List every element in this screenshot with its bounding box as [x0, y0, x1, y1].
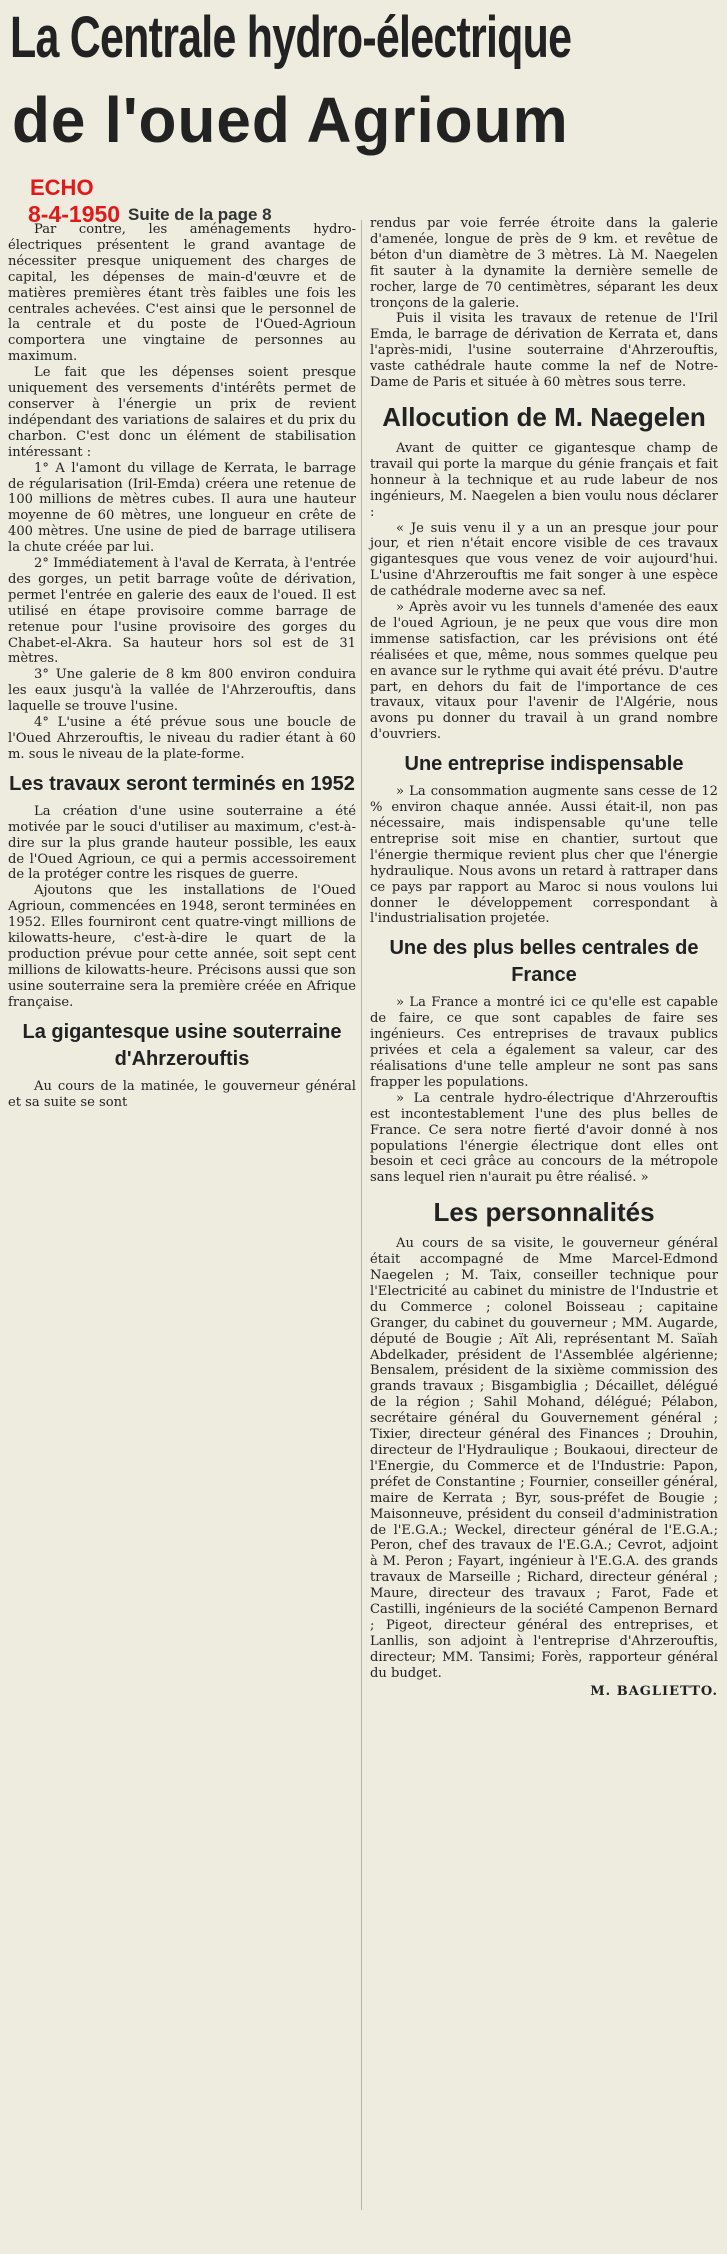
paragraph: » La France a montré ici ce qu'elle est capable de faire, ce que sont capables de faire ses ingénieurs. Ces entreprises de travaux publics privées et cela a également sa valeur, car des réalisations d'une telle ampleur ne sont pas sans frapper les populations.	[370, 995, 718, 1090]
paragraph: » La consommation augmente sans cesse de 12 % environ chaque année. Aussi était-il, non pas nécessaire, mais indispensable qu'une telle entreprise soit mise en chantier, surtout que l'énergie thermique revient plus cher que l'énergie hydraulique. Nous avons un retard à rattraper dans ce pays par rapport au Maroc si nous voulons lui donner le développement correspondant à l'industrialisation projetée.	[370, 784, 718, 927]
left-column	[8, 222, 356, 1110]
subheading-usine: La gigantesque usine souterraine d'Ahrzerouftis	[22, 1020, 342, 1070]
headline-line-2: de l'oued Agrioum	[12, 84, 569, 156]
paragraph: Par contre, les aménagements hydro-électriques présentent le grand avantage de nécessiter presque uniquement des charges de capital, les dépenses de main-d'œuvre et de matières premières étant très faibles une fois les centrales achevées. C'est ainsi que le personnel de la centrale et du poste de l'Oued-Agrioun comportera une vingtaine de personnes au maximum.	[8, 222, 356, 365]
paragraph: Au cours de sa visite, le gouverneur général était accompagné de Mme Marcel-Edmond Naegelen ; M. Taix, conseiller technique pour l'Electricité au cabinet du ministre de l'Industrie et du Commerce ; colonel Boisseau ; capitaine Granger, du cabinet du gouverneur ; MM. Augarde, député de Bougie ; Aït Ali, représentant M. Saïah Abdelkader, président de l'Assemblée algérienne; Bensalem, président de la sixième commission des grands travaux ; Bisgambiglia ; Décaillet, délégué de la région ; Sahil Mohand, délégué; Pélabon, secrétaire général du Gouvernement général ; Tixier, directeur général des Finances ; Drouhin, directeur de l'Hydraulique ; Boukaoui, directeur de l'Energie, du Commerce et de l'Industrie: Papon, préfet de Constantine ; Fournier, conseiller général, maire de Kerrata ; Byr, sous-préfet de Bougie ; Maisonneuve, président du conseil d'administration de l'E.G.A.; Weckel, directeur général de l'E.G.A.; Peron, chef des travaux de l'E.G.A.; Cevrot, adjoint à M. Peron ; Fayart, ingénieur à l'E.G.A. des grands travaux de Marseille ; Richard, directeur général ; Maure, directeur des travaux ; Farot, Fade et Castilli, ingénieurs de la société Campenon Bernard ; Pigeot, directeur général des entreprises, et Lanllis, son adjoint à l'entreprise d'Ahrzerouftis, directeur; MM. Tansimi; Forès, rapporteur général du budget.	[370, 1236, 718, 1681]
paragraph: 4° L'usine a été prévue sous une boucle de l'Oued Ahrzerouftis, le niveau du radier étant à 60 m. sous le niveau de la plate-forme.	[8, 715, 356, 762]
paragraph: Puis il visita les travaux de retenue de l'Iril Emda, le barrage de dérivation de Kerrata et, dans l'après-midi, l'usine souterraine d'Ahrzerouftis, vaste cathédrale haute comme la nef de Notre-Dame de Paris et située à 60 mètres sous terre.	[370, 311, 718, 391]
paragraph: 3° Une galerie de 8 km 800 environ conduira les eaux jusqu'à la vallée de l'Ahrzerouftis, dans laquelle se trouve l'usine.	[8, 667, 356, 715]
source-date: 8-4-1950	[28, 201, 121, 227]
paragraph: Ajoutons que les installations de l'Oued Agrioun, commencées en 1948, seront terminées en 1952. Elles fourniront cent quatre-vingt millions de kilowatts-heure, c'est-à-dire le quart de la production prévue pour cette année, soit sept cent millions de kilowatts-heure. Précisons aussi que son usine souterraine sera la première créée en Afrique française.	[8, 883, 356, 1010]
subheading-entreprise: Une entreprise indispensable	[404, 753, 684, 776]
right-column	[370, 216, 718, 1700]
subheading-allocution: Allocution de M. Naegelen	[382, 401, 706, 432]
paragraph: Le fait que les dépenses soient presque uniquement des versements d'intérêts permet de conserver à l'énergie un prix de revient indépendant des variations de salaires et du prix du charbon. C'est donc un élément de stabilisation intéressant :	[8, 365, 356, 460]
continued-from-label: Suite de la page 8	[128, 205, 272, 224]
author-signature: M. BAGLIETTO.	[590, 1683, 718, 1699]
paragraph: Avant de quitter ce gigantesque champ de travail qui porte la marque du génie français et fait honneur à la technique et au rude labeur de nos ingénieurs, M. Naegelen a bien voulu nous déclarer :	[370, 440, 718, 520]
paragraph: « Je suis venu il y a un an presque jour pour jour, et rien n'était encore visible de ces travaux gigantesques que vous venez de voir aujourd'hui. L'usine d'Ahrzerouftis me fait songer à une espèce de cathédrale moderne avec sa nef.	[370, 520, 718, 600]
subheading-personnalites: Les personnalités	[433, 1197, 655, 1228]
paragraph: 1° A l'amont du village de Kerrata, le barrage de régularisation (Iril-Emda) créera une retenue de 100 millions de mètres cubes. Il aura une hauteur moyenne de 60 mètres, une longueur en crête de 400 mètres. Une usine de pied de barrage utilisera la chute créée par lui.	[8, 460, 356, 556]
headline-line-1: La Centrale hydro-électrique	[10, 5, 572, 70]
paragraph: 2° Immédiatement à l'aval de Kerrata, à l'entrée des gorges, un petit barrage voûte de dérivation, permet l'entrée en galerie des eaux de l'oued. Il est utilisé en étape provisoire comme barrage de retenue pour l'usine provisoire des gorges du Chabet-el-Akra. Sa hauteur hors sol est de 31 mètres.	[8, 556, 356, 667]
paragraph: » La centrale hydro-électrique d'Ahrzerouftis est incontestablement l'une des plus belles de France. Ce sera notre fierté d'avoir donné à nos populations l'énergie électrique dont elles ont besoin et ceci grâce au concours de la métropole sans lequel rien n'aurait pu être réalisé. »	[370, 1090, 718, 1186]
paragraph: La création d'une usine souterraine a été motivée par le souci d'utiliser au maximum, c'est-à-dire sur la plus grande hauteur possible, les eaux de l'Oued Agrioun, ce qui a permis accessoirement de la protéger contre les risques de guerre.	[8, 803, 356, 883]
subheading-travaux: Les travaux seront terminés en 1952	[9, 772, 355, 795]
paragraph: » Après avoir vu les tunnels d'amenée des eaux de l'oued Agrioun, je ne peux que vous dire mon immense satisfaction, car les prévisions ont été réalisées et que, même, nous sommes quelque peu en avance sur le rythme qui avait été prévu. D'autre part, en dehors du fait de l'importance de ces travaux, vitaux pour l'avenir de l'Algérie, nous avons pu donner du travail à un grand nombre d'ouvriers.	[370, 600, 718, 743]
subheading-centrales: Une des plus belles centrales de France	[389, 937, 699, 987]
paragraph: Au cours de la matinée, le gouverneur général et sa suite se sont	[8, 1078, 356, 1110]
paragraph: rendus par voie ferrée étroite dans la galerie d'amenée, longue de près de 9 km. et revêtue de béton d'un diamètre de 3 mètres. Là M. Naegelen fit sauter à la dynamite la dernière semelle de rocher, large de 70 centimètres, séparant les deux tronçons de la galerie.	[370, 216, 718, 311]
column-divider	[361, 220, 362, 2210]
source-label: ECHO	[30, 175, 94, 200]
